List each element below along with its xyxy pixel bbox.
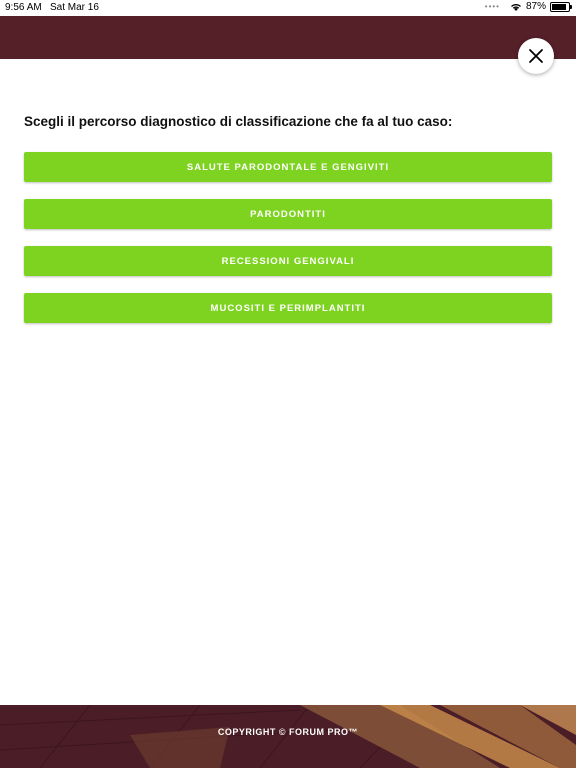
option-parodontiti-button[interactable]: PARODONTITI [24, 199, 552, 229]
option-mucositi-perimplantiti-button[interactable]: MUCOSITI E PERIMPLANTITI [24, 293, 552, 323]
battery-icon [550, 2, 570, 12]
option-list [24, 152, 552, 340]
footer [0, 705, 576, 768]
status-date: Sat Mar 16 [50, 2, 99, 13]
footer-copyright: COPYRIGHT © FORUM PRO™ [217, 727, 359, 737]
wifi-icon [510, 2, 522, 12]
battery-fill [552, 4, 566, 10]
option-salute-parodontale-button[interactable]: SALUTE PARODONTALE E GENGIVITI [24, 152, 552, 182]
battery-percent: 87% [525, 1, 546, 12]
option-recessioni-gengivali-button[interactable]: RECESSIONI GENGIVALI [24, 246, 552, 276]
signal-dots-icon: •••• [484, 2, 500, 11]
header-band [0, 16, 576, 59]
close-button[interactable] [518, 38, 554, 74]
page-prompt: Scegli il percorso diagnostico di classificazione che fa al tuo caso: [24, 114, 453, 129]
close-icon [528, 48, 544, 64]
status-right [485, 1, 570, 12]
status-time: 9:56 AM [5, 2, 42, 13]
status-bar [0, 0, 576, 16]
